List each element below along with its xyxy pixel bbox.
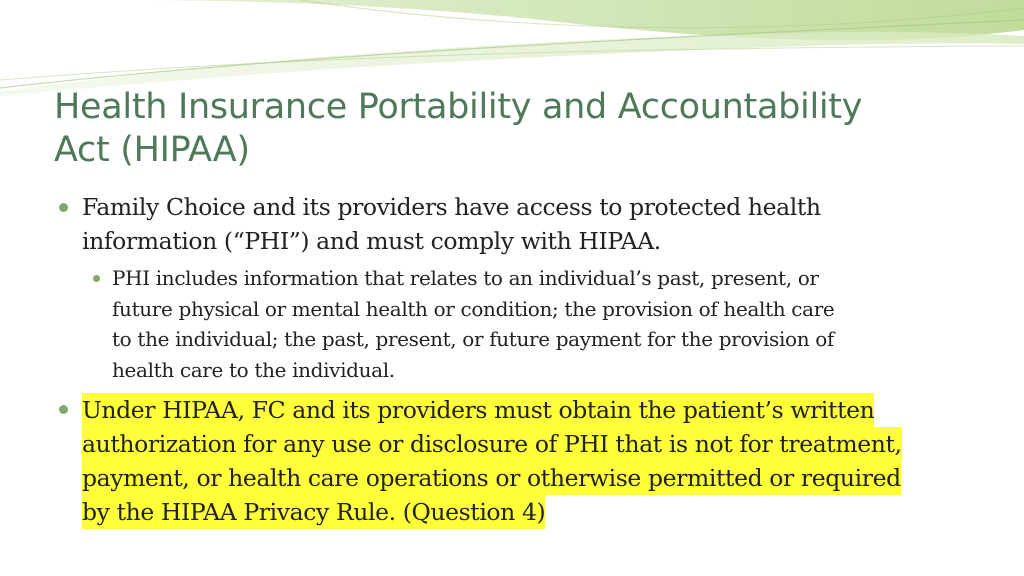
slide-title-line: Act (HIPAA) bbox=[54, 130, 250, 170]
bullet-marker bbox=[59, 405, 68, 414]
highlighted-line: payment, or health care operations or otherwise permitted or required bbox=[82, 461, 901, 495]
bullet-line: PHI includes information that relates to an individual’s past, present, or bbox=[112, 266, 819, 290]
sub-bullet-item bbox=[112, 263, 834, 385]
decorative-header-swoosh bbox=[0, 0, 1024, 100]
highlighted-line: Under HIPAA, FC and its providers must obtain the patient’s written bbox=[82, 393, 874, 427]
bullet-item bbox=[82, 190, 821, 258]
bullet-marker bbox=[59, 203, 68, 212]
bullet-marker bbox=[93, 275, 100, 282]
bullet-line: information (“PHI”) and must comply with HIPAA. bbox=[82, 227, 661, 255]
slide-title bbox=[54, 86, 994, 172]
highlighted-line: authorization for any use or disclosure of PHI that is not for treatment, bbox=[82, 427, 902, 461]
highlighted-bullet-item bbox=[82, 393, 902, 529]
highlighted-line: by the HIPAA Privacy Rule. (Question 4) bbox=[82, 495, 545, 529]
bullet-line: health care to the individual. bbox=[112, 357, 395, 382]
slide-title-line: Health Insurance Portability and Accountability bbox=[54, 87, 863, 127]
bullet-line: future physical or mental health or condition; the provision of health care bbox=[112, 296, 835, 321]
bullet-line: Family Choice and its providers have access to protected health bbox=[82, 193, 821, 221]
bullet-line: to the individual; the past, present, or future payment for the provision of bbox=[112, 327, 834, 351]
